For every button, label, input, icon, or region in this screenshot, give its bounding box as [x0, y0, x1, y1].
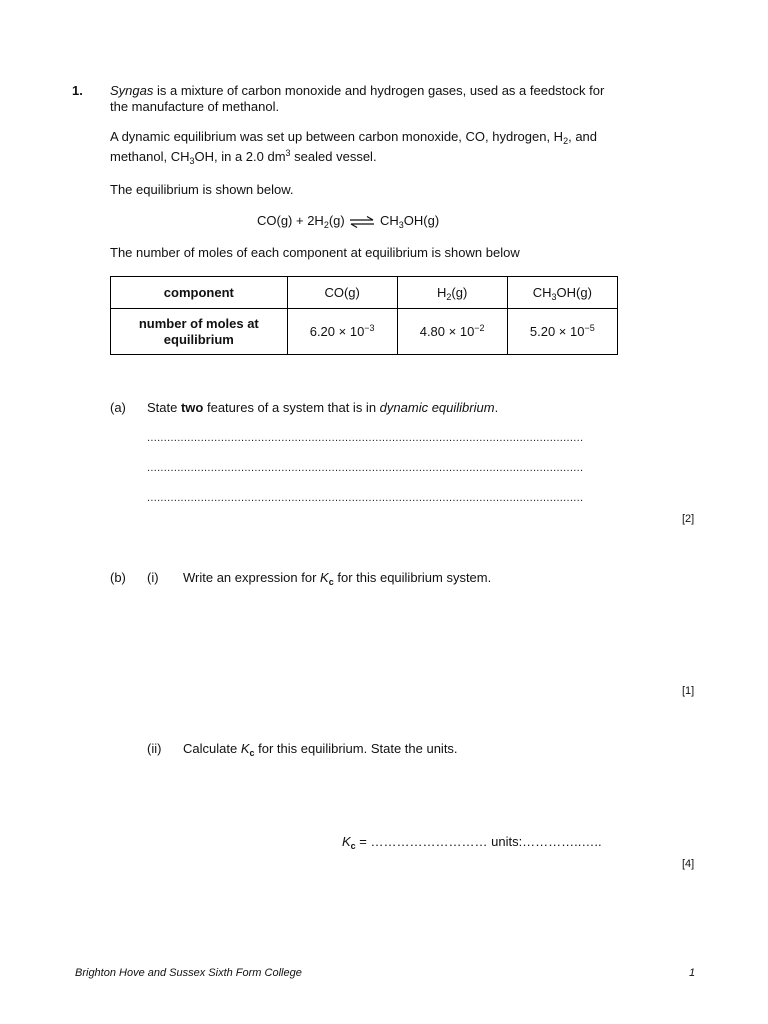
table-header-h2: $H_2(g)$	[397, 277, 507, 309]
syngas-term: Syngas	[110, 83, 154, 98]
part-b-ii-label: (ii)	[147, 741, 162, 756]
part-a-question: State two features of a system that is in dynamic equilibrium.	[147, 400, 499, 415]
part-a-label: (a)	[110, 400, 126, 415]
part-b-i-marks: [1]	[682, 685, 695, 697]
table-header-co: CO(g)	[287, 277, 397, 309]
kc-answer-line[interactable]: $K_c$ = ……………………… units:…………..…..	[342, 834, 602, 851]
table-header-ch3oh: $CH_3OH(g)$	[507, 277, 617, 309]
part-b-ii-question: Calculate $K_c$ for this equilibrium. State the units.	[183, 741, 458, 758]
part-b-ii-marks: [4]	[682, 858, 695, 870]
equilibrium-shown-text: The equilibrium is shown below.	[110, 182, 294, 197]
page-number: 1	[689, 967, 696, 979]
part-a-answer-line-2[interactable]: ..................................................................................................................................	[147, 462, 584, 474]
table-row-label: number of moles at equilibrium	[111, 309, 288, 355]
part-b-i-question: Write an expression for $K_c$ for this equilibrium system.	[183, 570, 492, 587]
intro-line-2: the manufacture of methanol.	[110, 99, 280, 114]
part-a-answer-line-1[interactable]: ..................................................................................................................................	[147, 432, 584, 444]
equilibrium-arrow-icon	[348, 216, 376, 228]
setup-line-2: methanol, $CH_3OH$, in a 2.0 $dm^3$ sealed vessel.	[110, 148, 377, 166]
part-b-label: (b)	[110, 570, 126, 585]
moles-table	[110, 276, 618, 355]
question-number: 1.	[72, 83, 83, 98]
intro-line-1: Syngas is a mixture of carbon monoxide and hydrogen gases, used as a feedstock for	[110, 83, 605, 98]
footer-college: Brighton Hove and Sussex Sixth Form College	[75, 967, 302, 979]
table-cell-h2-moles: $4.80 \times 10^{-2}$	[397, 309, 507, 355]
part-a-marks: [2]	[682, 513, 695, 525]
table-header-row	[111, 277, 618, 309]
moles-intro-text: The number of moles of each component at equilibrium is shown below	[110, 245, 520, 260]
table-cell-co-moles: $6.20 \times 10^{-3}$	[287, 309, 397, 355]
setup-line-1: A dynamic equilibrium was set up between carbon monoxide, CO, hydrogen, $H_2$, and	[110, 129, 598, 146]
equilibrium-equation: $CO(g) + 2H_2(g)$ $CH_3OH(g)$	[257, 213, 440, 230]
table-row	[111, 309, 618, 355]
table-header-component: component	[111, 277, 288, 309]
part-a-answer-line-3[interactable]: ..................................................................................................................................	[147, 492, 584, 504]
table-cell-ch3oh-moles: $5.20 \times 10^{-5}$	[507, 309, 617, 355]
part-b-i-label: (i)	[147, 570, 159, 585]
